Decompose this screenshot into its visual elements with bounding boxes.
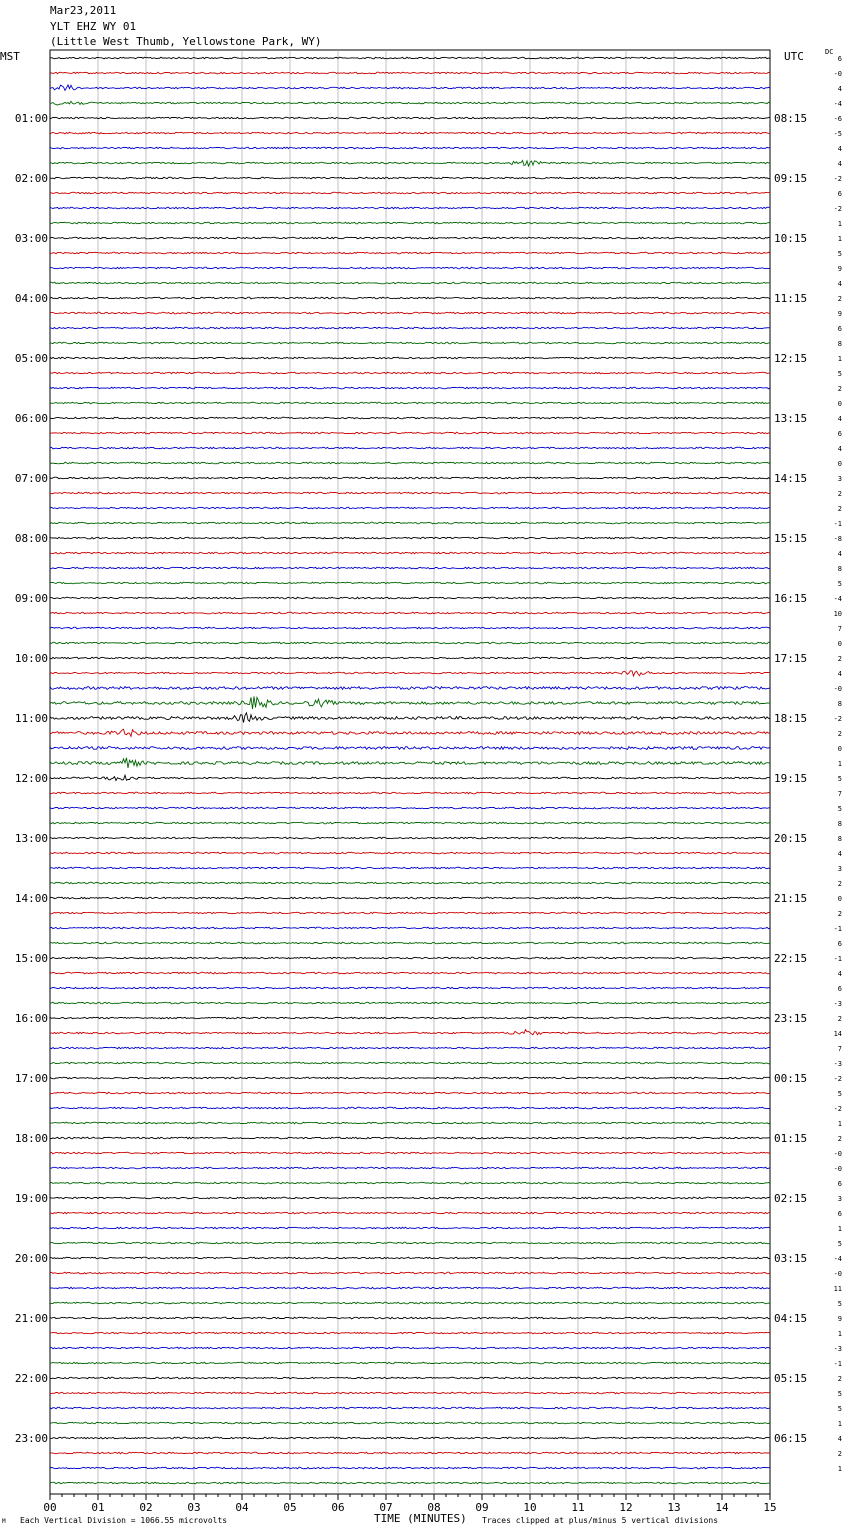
seismic-trace [50,1407,770,1409]
utc-hour-label: 14:15 [774,472,808,485]
seismic-trace [50,597,770,599]
seismic-trace [50,747,770,750]
mst-hour-label: 05:00 [14,352,48,365]
dc-offset-label: -3 [833,1345,842,1353]
seismic-trace [50,972,770,974]
seismic-trace [50,927,770,929]
seismic-trace [50,1212,770,1214]
dc-offset-label: 2 [837,1375,842,1383]
dc-offset-label: 6 [837,430,842,438]
dc-offset-label: -1 [833,520,842,528]
seismic-trace [50,882,770,884]
seismic-trace [50,101,770,105]
utc-hour-label: 13:15 [774,412,808,425]
mst-hour-label: 08:00 [14,532,48,545]
seismic-trace [50,177,770,179]
dc-offset-label: 2 [837,385,842,393]
utc-hour-label: 05:15 [774,1372,808,1385]
x-tick-label: 10 [523,1501,537,1514]
utc-hour-label: 21:15 [774,892,808,905]
seismic-trace [50,942,770,944]
mst-hour-label: 07:00 [14,472,48,485]
seismic-trace [50,1392,770,1394]
seismic-trace [50,696,770,709]
dc-offset-label: 4 [837,415,842,423]
dc-offset-label: 2 [837,910,842,918]
mst-hour-label: 22:00 [14,1372,48,1385]
dc-offset-label: 2 [837,1015,842,1023]
utc-hour-label: 22:15 [774,952,808,965]
seismic-trace [50,477,770,479]
seismic-trace [50,729,770,736]
dc-offset-label: 1 [837,1120,842,1128]
dc-offset-label: 1 [837,760,842,768]
x-tick-label: 09 [475,1501,489,1514]
dc-offset-label: 2 [837,655,842,663]
x-tick-label: 05 [283,1501,297,1514]
seismic-trace [50,582,770,584]
mst-hour-label: 11:00 [14,712,48,725]
clip-note: Traces clipped at plus/minus 5 vertical divisions [482,1516,719,1525]
dc-offset-label: -2 [833,1105,842,1113]
seismic-trace [50,807,770,809]
dc-offset-label: -2 [833,715,842,723]
seismic-trace [50,447,770,449]
station-location: (Little West Thumb, Yellowstone Park, WY) [50,35,322,48]
seismic-trace [50,522,770,524]
dc-offset-label: 5 [837,1300,842,1308]
seismic-trace [50,792,770,794]
dc-offset-label: 4 [837,970,842,978]
dc-offset-label: 3 [837,865,842,873]
dc-offset-label: -2 [833,1075,842,1083]
dc-offset-label: 8 [837,835,842,843]
dc-offset-label: 6 [837,940,842,948]
seismic-trace [50,1302,770,1304]
seismic-trace [50,507,770,509]
seismic-trace [50,852,770,854]
dc-offset-label: -0 [833,685,842,693]
dc-offset-label: 9 [837,265,842,273]
seismic-trace [50,758,770,768]
dc-offset-label: 0 [837,745,842,753]
x-tick-label: 07 [379,1501,393,1514]
utc-hour-label: 02:15 [774,1192,808,1205]
seismic-trace [50,297,770,299]
dc-offset-label: 8 [837,565,842,573]
left-axis-title: MST [0,50,20,63]
seismic-trace [50,687,770,690]
seismic-trace [50,462,770,464]
seismic-trace [50,1167,770,1169]
dc-offset-label: -3 [833,1060,842,1068]
dc-offset-label: -3 [833,1000,842,1008]
seismic-trace [50,837,770,839]
dc-offset-label: 1 [837,1330,842,1338]
seismic-trace [50,713,770,723]
mst-hour-label: 09:00 [14,592,48,605]
x-tick-label: 02 [139,1501,153,1514]
dc-offset-label: -5 [833,130,842,138]
utc-hour-label: 09:15 [774,172,808,185]
seismic-trace [50,1377,770,1379]
mst-hour-label: 18:00 [14,1132,48,1145]
seismic-trace [50,1077,770,1079]
dc-offset-label: 4 [837,550,842,558]
seismic-trace [50,1467,770,1469]
seismic-trace [50,537,770,539]
dc-offset-label: -0 [833,1165,842,1173]
dc-offset-label: 14 [833,1030,842,1038]
seismic-trace [50,1182,770,1184]
dc-offset-label: 1 [837,355,842,363]
x-tick-label: 12 [619,1501,633,1514]
mst-hour-label: 19:00 [14,1192,48,1205]
mst-hour-label: 13:00 [14,832,48,845]
seismic-trace [50,671,770,676]
utc-hour-label: 00:15 [774,1072,808,1085]
x-tick-label: 08 [427,1501,441,1514]
utc-hour-label: 03:15 [774,1252,808,1265]
mst-hour-label: 02:00 [14,172,48,185]
seismic-trace [50,85,770,91]
seismic-trace [50,57,770,59]
seismic-trace [50,1272,770,1274]
seismic-trace [50,867,770,869]
utc-hour-label: 16:15 [774,592,808,605]
dc-offset-label: 7 [837,625,842,633]
seismic-trace [50,567,770,569]
dc-offset-label: 4 [837,280,842,288]
x-tick-label: 11 [571,1501,585,1514]
seismic-trace [50,627,770,629]
seismic-trace [50,72,770,74]
dc-offset-label: 2 [837,490,842,498]
seismic-trace [50,402,770,404]
dc-offset-label: 1 [837,235,842,243]
dc-offset-label: 5 [837,1390,842,1398]
dc-offset-label: 8 [837,340,842,348]
dc-offset-label: 1 [837,1465,842,1473]
dc-offset-label: -2 [833,175,842,183]
mst-hour-label: 10:00 [14,652,48,665]
seismic-trace [50,1017,770,1019]
x-tick-label: 01 [91,1501,105,1514]
seismic-trace [50,252,770,254]
dc-offset-label: 8 [837,700,842,708]
seismic-trace [50,117,770,119]
seismic-trace [50,192,770,194]
seismic-trace [50,912,770,914]
dc-offset-label: 11 [833,1285,842,1293]
mst-hour-label: 01:00 [14,112,48,125]
dc-offset-label: -2 [833,205,842,213]
dc-offset-label: 2 [837,295,842,303]
mst-hour-label: 06:00 [14,412,48,425]
dc-offset-label: 4 [837,670,842,678]
corner-mark: M [2,1518,6,1525]
utc-hour-label: 08:15 [774,112,808,125]
dc-offset-label: 4 [837,160,842,168]
x-axis-label: TIME (MINUTES) [374,1512,467,1525]
seismic-trace [50,1002,770,1004]
dc-offset-label: 6 [837,985,842,993]
dc-offset-label: 6 [837,190,842,198]
utc-hour-label: 12:15 [774,352,808,365]
dc-offset-label: 5 [837,1090,842,1098]
dc-offset-label: 0 [837,640,842,648]
x-tick-label: 04 [235,1501,249,1514]
dc-offset-label: 5 [837,250,842,258]
seismic-trace [50,1107,770,1109]
dc-offset-label: -8 [833,535,842,543]
seismic-trace [50,552,770,554]
seismic-trace [50,987,770,989]
dc-offset-label: -6 [833,115,842,123]
seismic-trace [50,417,770,419]
dc-offset-label: -0 [833,70,842,78]
seismic-trace [50,1062,770,1064]
dc-offset-label: 5 [837,580,842,588]
seismic-trace [50,432,770,434]
seismic-trace [50,1197,770,1199]
dc-offset-label: 6 [837,325,842,333]
dc-offset-label: 5 [837,1240,842,1248]
seismic-trace [50,1452,770,1454]
x-tick-label: 13 [667,1501,681,1514]
dc-offset-label: 1 [837,220,842,228]
utc-hour-label: 19:15 [774,772,808,785]
utc-hour-label: 11:15 [774,292,808,305]
seismic-trace [50,207,770,209]
dc-offset-label: 7 [837,1045,842,1053]
dc-offset-label: 4 [837,1435,842,1443]
dc-offset-label: 0 [837,895,842,903]
dc-offset-label: -0 [833,1150,842,1158]
seismic-trace [50,312,770,314]
seismic-trace [50,372,770,374]
dc-offset-label: 3 [837,1195,842,1203]
utc-hour-label: 20:15 [774,832,808,845]
seismic-trace [50,1257,770,1259]
seismic-trace [50,1242,770,1244]
dc-offset-label: 0 [837,460,842,468]
dc-offset-label: 8 [837,820,842,828]
seismic-trace [50,1227,770,1229]
mst-hour-label: 15:00 [14,952,48,965]
chart-date: Mar23,2011 [50,4,117,17]
seismic-trace [50,1332,770,1334]
utc-hour-label: 04:15 [774,1312,808,1325]
dc-offset-label: 7 [837,790,842,798]
dc-offset-label: 0 [837,400,842,408]
seismic-trace [50,1422,770,1424]
dc-offset-label: 5 [837,1405,842,1413]
dc-offset-label: 2 [837,730,842,738]
dc-offset-label: 9 [837,1315,842,1323]
dc-offset-label: 4 [837,145,842,153]
dc-offset-label: 4 [837,445,842,453]
plot-frame [50,50,770,1494]
seismic-trace [50,822,770,824]
seismic-trace [50,1137,770,1139]
seismic-trace [50,222,770,224]
seismic-trace [50,1030,770,1035]
station-id: YLT EHZ WY 01 [50,20,137,33]
seismic-trace [50,327,770,329]
seismic-trace [50,1347,770,1349]
seismic-trace [50,1092,770,1094]
seismic-trace [50,657,770,659]
dc-offset-label: -1 [833,925,842,933]
dc-offset-label: 1 [837,1225,842,1233]
utc-hour-label: 15:15 [774,532,808,545]
seismic-trace [50,775,770,780]
seismic-trace [50,612,770,614]
seismic-trace [50,387,770,389]
utc-hour-label: 01:15 [774,1132,808,1145]
dc-offset-label: -1 [833,1360,842,1368]
dc-offset-label: 2 [837,1135,842,1143]
seismic-trace [50,492,770,494]
dc-offset-label: 5 [837,805,842,813]
utc-hour-label: 06:15 [774,1432,808,1445]
seismic-trace [50,1437,770,1439]
utc-hour-label: 17:15 [774,652,808,665]
mst-hour-label: 14:00 [14,892,48,905]
seismic-trace [50,267,770,269]
dc-offset-label: 6 [837,1180,842,1188]
mst-hour-label: 04:00 [14,292,48,305]
dc-offset-label: 5 [837,775,842,783]
right-axis-title: UTC [784,50,804,63]
mst-hour-label: 21:00 [14,1312,48,1325]
dc-offset-label: 2 [837,505,842,513]
mst-hour-label: 16:00 [14,1012,48,1025]
dc-offset-label: -0 [833,1270,842,1278]
seismic-trace [50,160,770,166]
dc-offset-label: 2 [837,1450,842,1458]
seismic-trace [50,897,770,899]
seismic-trace [50,282,770,284]
x-tick-label: 14 [715,1501,729,1514]
dc-offset-label: 1 [837,1420,842,1428]
dc-label: DC [825,48,834,56]
seismic-trace [50,1122,770,1124]
utc-hour-label: 23:15 [774,1012,808,1025]
mst-hour-label: 17:00 [14,1072,48,1085]
mst-hour-label: 03:00 [14,232,48,245]
seismic-trace [50,132,770,134]
mst-hour-label: 20:00 [14,1252,48,1265]
seismic-trace [50,1152,770,1154]
x-tick-label: 00 [43,1501,57,1514]
utc-hour-label: 10:15 [774,232,808,245]
dc-offset-label: -1 [833,955,842,963]
seismic-trace [50,237,770,239]
x-tick-label: 15 [763,1501,777,1514]
seismic-trace [50,1047,770,1049]
seismic-trace [50,357,770,359]
mst-hour-label: 12:00 [14,772,48,785]
dc-offset-label: 10 [833,610,842,618]
seismic-trace [50,1482,770,1484]
seismic-trace [50,342,770,344]
seismic-trace [50,642,770,644]
x-tick-label: 03 [187,1501,201,1514]
dc-offset-label: 2 [837,880,842,888]
dc-offset-label: -4 [833,595,842,603]
dc-offset-label: -4 [833,1255,842,1263]
scale-note: Each Vertical Division = 1066.55 microvolts [20,1516,228,1525]
dc-offset-label: 9 [837,310,842,318]
x-tick-label: 06 [331,1501,345,1514]
utc-hour-label: 18:15 [774,712,808,725]
dc-offset-label: 4 [837,850,842,858]
dc-offset-label: 4 [837,85,842,93]
dc-offset-label: -4 [833,100,842,108]
seismic-trace [50,1317,770,1319]
seismic-trace [50,957,770,959]
seismic-trace [50,1287,770,1289]
seismic-trace [50,147,770,149]
dc-offset-label: 6 [837,1210,842,1218]
dc-offset-label: 5 [837,370,842,378]
dc-offset-label: 3 [837,475,842,483]
dc-offset-label: 6 [837,55,842,63]
mst-hour-label: 23:00 [14,1432,48,1445]
seismic-trace [50,1362,770,1364]
